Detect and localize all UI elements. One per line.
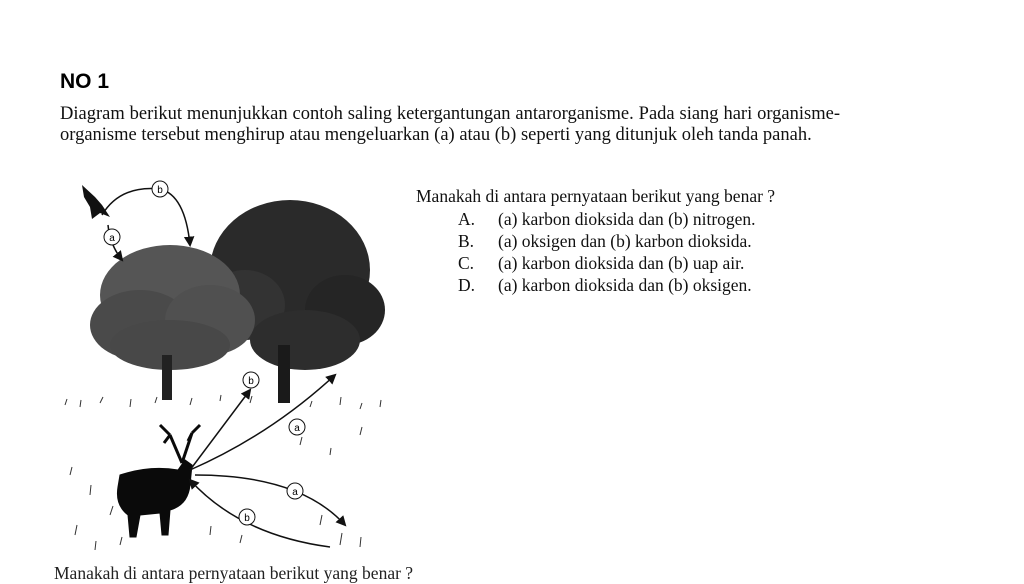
- bird: [82, 185, 110, 219]
- option-b[interactable]: [458, 230, 756, 252]
- option-letter: C.: [458, 253, 475, 273]
- svg-text:a: a: [109, 233, 115, 244]
- circle-label-a-bird: [104, 229, 120, 245]
- svg-text:a: a: [294, 423, 300, 434]
- option-text: (a) karbon dioksida dan (b) nitrogen.: [498, 209, 756, 229]
- circle-label-a-upper: [289, 419, 305, 435]
- circle-label-a-lower: [287, 483, 303, 499]
- option-text: (a) karbon dioksida dan (b) oksigen.: [498, 275, 752, 295]
- question-prompt: Manakah di antara pernyataan berikut yang benar ?: [416, 186, 776, 206]
- deer: [117, 425, 200, 537]
- option-letter: B.: [458, 231, 475, 251]
- circle-label-b-lower: [239, 509, 255, 525]
- option-a[interactable]: [458, 208, 756, 230]
- cut-off-question-text: Manakah di antara pernyataan berikut yang benar ?: [54, 563, 414, 583]
- interdependence-diagram: [60, 175, 400, 570]
- question-paragraph: Diagram berikut menunjukkan contoh saling ketergantungan antarorganisme. Pada siang hari organisme-organisme tersebut menghirup atau mengeluarkan (a) atau (b) seperti yang ditunjuk oleh tanda panah.: [60, 104, 840, 145]
- svg-text:b: b: [248, 376, 254, 387]
- svg-text:a: a: [292, 487, 298, 498]
- slide-title: NO 1: [60, 70, 110, 93]
- svg-text:b: b: [244, 513, 250, 524]
- option-text: (a) oksigen dan (b) karbon dioksida.: [498, 231, 752, 251]
- answer-options: [458, 208, 756, 296]
- option-text: (a) karbon dioksida dan (b) uap air.: [498, 253, 745, 273]
- option-letter: D.: [458, 275, 476, 295]
- circle-label-b-tree: [243, 372, 259, 388]
- grass: [65, 395, 381, 550]
- option-letter: A.: [458, 209, 476, 229]
- circle-label-b-top: [152, 181, 168, 197]
- svg-text:b: b: [157, 185, 163, 196]
- option-c[interactable]: [458, 252, 756, 274]
- option-d[interactable]: [458, 274, 756, 296]
